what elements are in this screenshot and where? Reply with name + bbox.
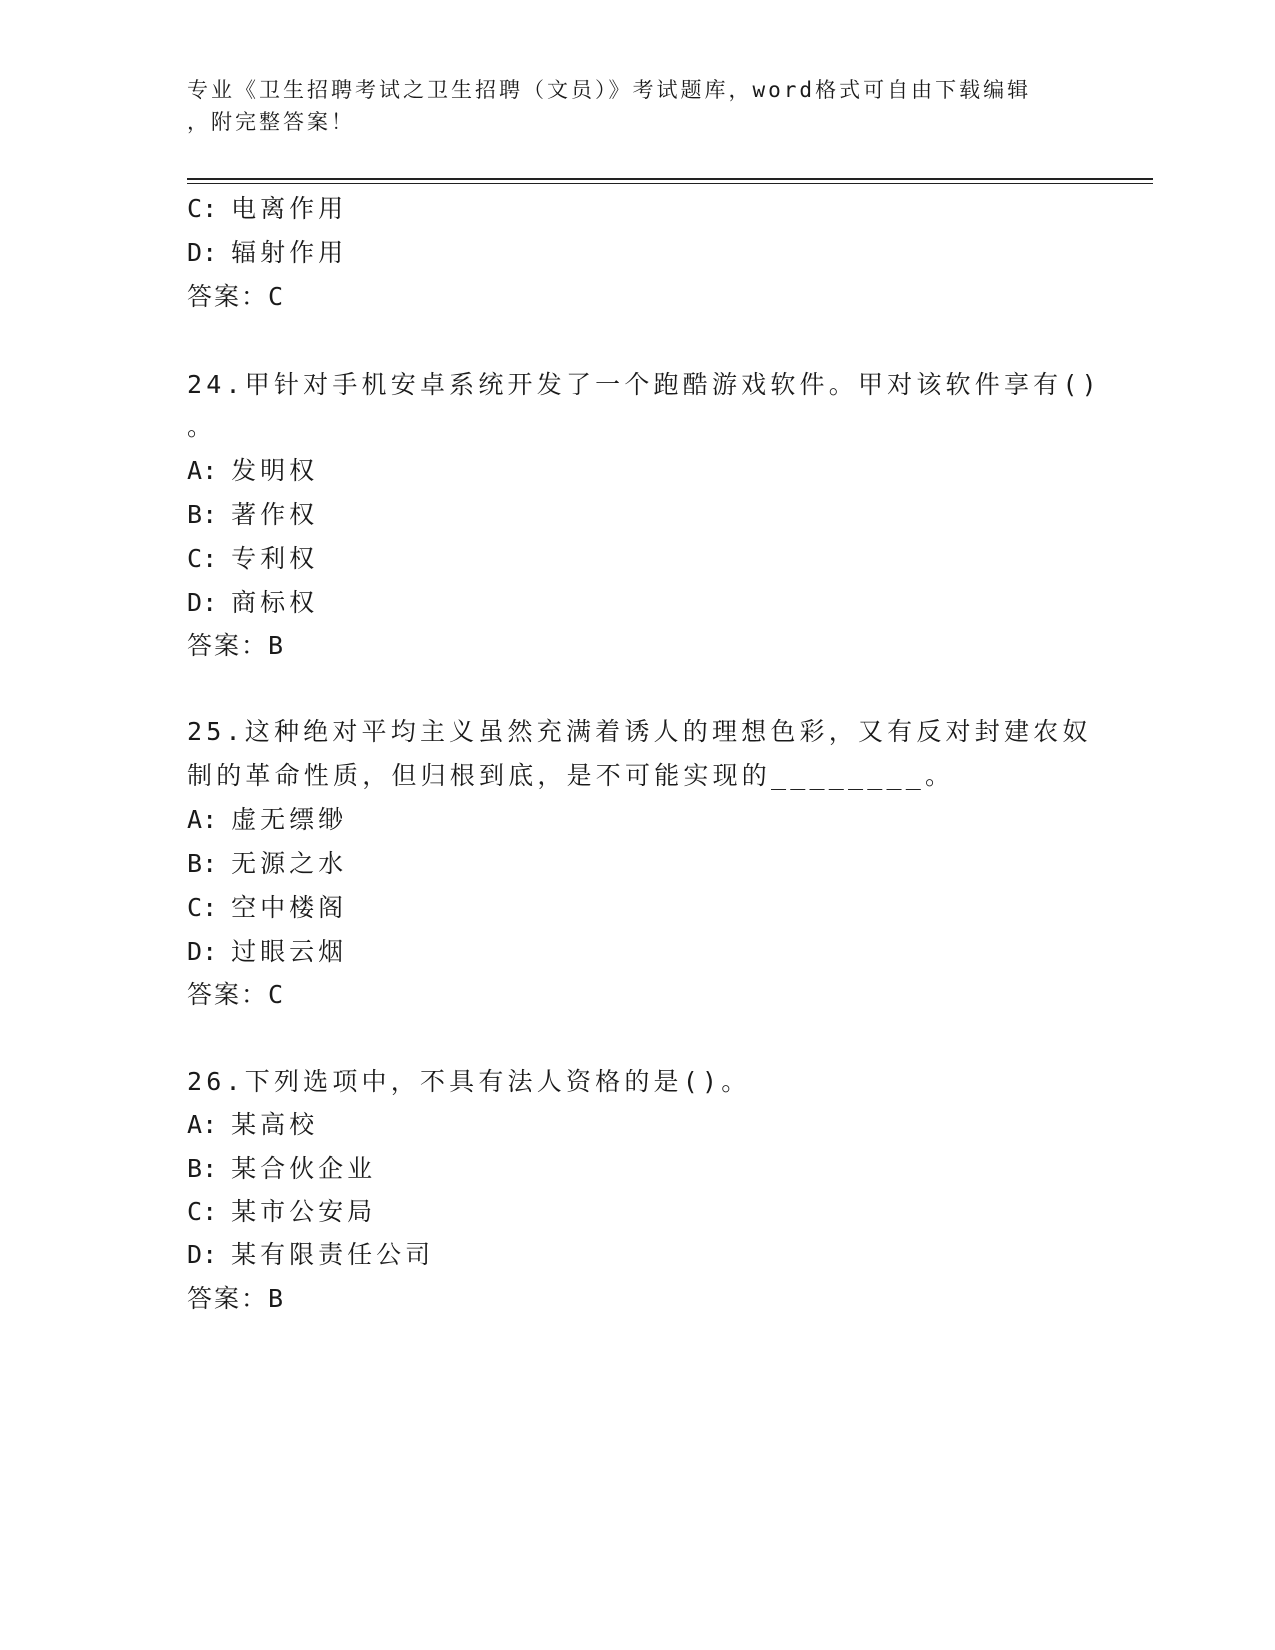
- option-text: 某市公安局: [231, 1197, 377, 1226]
- answer-value: C: [268, 282, 284, 311]
- q24-stem-line-1: 24.甲针对手机安卓系统开发了一个跑酷游戏软件。甲对该软件享有(): [187, 370, 1101, 399]
- answer-label: 答案：: [187, 282, 269, 311]
- q26-option-b: B: 某合伙企业: [187, 1154, 377, 1183]
- option-text: 商标权: [231, 588, 319, 617]
- header-divider: [187, 178, 1153, 180]
- q24-option-a: A: 发明权: [187, 456, 319, 485]
- answer-value: B: [268, 631, 284, 660]
- option-text: 辐射作用: [231, 238, 348, 267]
- q26-stem-line-1: 26.下列选项中，不具有法人资格的是()。: [187, 1067, 751, 1096]
- header-divider-thin: [187, 183, 1153, 184]
- header-line-2: ，附完整答案！: [187, 110, 355, 134]
- q23-option-c: C: 电离作用: [187, 194, 348, 223]
- q23-answer: [187, 282, 283, 312]
- option-text: 空中楼阁: [231, 893, 348, 922]
- header-line-1: 专业《卫生招聘考试之卫生招聘（文员）》考试题库，word格式可自由下载编辑: [187, 78, 1032, 102]
- q26-option-c: C: 某市公安局: [187, 1197, 377, 1226]
- answer-label: 答案：: [187, 631, 269, 660]
- q26-option-a: A: 某高校: [187, 1110, 319, 1139]
- option-text: 过眼云烟: [231, 937, 348, 966]
- q26-option-d: D: 某有限责任公司: [187, 1240, 435, 1269]
- option-text: 某有限责任公司: [231, 1240, 435, 1269]
- answer-label: 答案：: [187, 1284, 269, 1313]
- q23-option-d: D: 辐射作用: [187, 238, 348, 267]
- q25-answer: [187, 980, 283, 1010]
- answer-value: B: [268, 1284, 284, 1313]
- option-text: 某合伙企业: [231, 1154, 377, 1183]
- q24-option-d: D: 商标权: [187, 588, 319, 617]
- q24-option-c: C: 专利权: [187, 544, 319, 573]
- q26-answer: [187, 1284, 283, 1314]
- option-text: 电离作用: [231, 194, 348, 223]
- option-text: 专利权: [231, 544, 319, 573]
- page-header: [187, 74, 1067, 138]
- q25-option-d: D: 过眼云烟: [187, 937, 348, 966]
- answer-label: 答案：: [187, 980, 269, 1009]
- option-text: 无源之水: [231, 849, 348, 878]
- q25-option-b: B: 无源之水: [187, 849, 348, 878]
- option-text: 某高校: [231, 1110, 319, 1139]
- q25-stem-line-2: 制的革命性质，但归根到底，是不可能实现的________。: [187, 761, 955, 790]
- option-text: 虚无缥缈: [231, 805, 348, 834]
- option-text: 发明权: [231, 456, 319, 485]
- q25-option-a: A: 虚无缥缈: [187, 805, 348, 834]
- q24-option-b: B: 著作权: [187, 500, 319, 529]
- option-text: 著作权: [231, 500, 319, 529]
- q24-answer: [187, 631, 283, 661]
- answer-value: C: [268, 980, 284, 1009]
- q24-stem-line-2: 。: [187, 412, 217, 441]
- q25-stem-line-1: 25.这种绝对平均主义虽然充满着诱人的理想色彩，又有反对封建农奴: [187, 717, 1092, 746]
- q25-option-c: C: 空中楼阁: [187, 893, 348, 922]
